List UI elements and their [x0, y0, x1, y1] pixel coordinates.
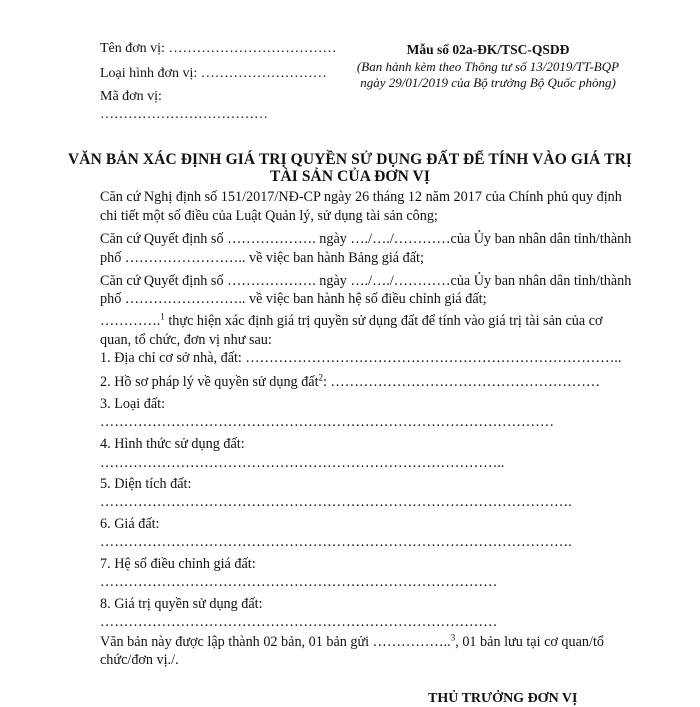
item-usage-form-label: 4. Hình thức sử dụng đất:: [100, 436, 245, 452]
signature-title: THỦ TRƯỞNG ĐƠN VỊ: [428, 691, 578, 706]
basis-decree-line-1: Căn cứ Nghị định số 151/2017/NĐ-CP ngày 26 tháng 12 năm 2017 của Chính phủ quy định: [100, 189, 622, 205]
item-land-area-label: 5. Diện tích đất:: [100, 476, 192, 492]
unit-code-label: Mã đơn vị:: [100, 89, 162, 104]
issued-by-line-1: (Ban hành kèm theo Thông tư số 13/2019/TT-BQP: [356, 59, 620, 74]
unit-name-field: Tên đơn vị: ………………………………: [100, 41, 337, 56]
basis-decision-coefficient-line-2: phố …………………….. về việc ban hành hệ số điều chỉnh giá đất;: [100, 291, 487, 307]
closing-line-1: [100, 634, 604, 650]
item-land-use-value-dots: …………………………………………………………………………: [100, 614, 498, 630]
document-title-line-1: VĂN BẢN XÁC ĐỊNH GIÁ TRỊ QUYỀN SỬ DỤNG ĐẤT ĐỂ TÍNH VÀO GIÁ TRỊ: [68, 151, 632, 168]
performing-unit-text: thực hiện xác định giá trị quyền sử dụng đất để tính vào giá trị tài sản của cơ: [164, 313, 603, 329]
item-legal-documents-dots: : …………………………………………………: [323, 374, 601, 390]
item-land-area-dots: ……………………………………………………………………………………….: [100, 494, 572, 510]
document-title-line-2: TÀI SẢN CỦA ĐƠN VỊ: [270, 168, 430, 185]
item-land-type-dots: ……………………………………………………………………………………: [100, 414, 554, 430]
item-land-price-dots: ……………………………………………………………………………………….: [100, 534, 572, 550]
item-address: 1. Địa chỉ cơ sở nhà, đất: ……………………………………………………………………..: [100, 350, 622, 366]
unit-code-dots: ………………………………: [100, 107, 268, 122]
issued-by-line-2: ngày 29/01/2019 của Bộ trưởng Bộ Quốc phòng): [360, 75, 616, 90]
item-land-type-label: 3. Loại đất:: [100, 396, 166, 412]
closing-line-2: chức/đơn vị./.: [100, 652, 179, 668]
closing-archive-text: , 01 bản lưu tại cơ quan/tổ: [455, 634, 604, 650]
footnote-marker-1: 1: [160, 311, 165, 322]
item-usage-form-dots: …………………………………………………………………………..: [100, 455, 505, 471]
basis-decision-price-line-1: Căn cứ Quyết định số ………………. ngày …./…./…………của Ủy ban nhân dân tỉnh/thành: [100, 231, 632, 247]
item-land-use-value-label: 8. Giá trị quyền sử dụng đất:: [100, 596, 263, 612]
unit-type-field: Loại hình đơn vị: ………………………: [100, 66, 327, 81]
performing-unit-dots: ………….: [100, 313, 161, 329]
item-adjustment-coefficient-label: 7. Hệ số điều chỉnh giá đất:: [100, 556, 256, 572]
performing-unit-line-1: [100, 313, 603, 329]
footnote-marker-2: 2: [318, 372, 324, 383]
basis-decision-price-line-2: phố …………………….. về việc ban hành Bảng giá đất;: [100, 250, 424, 266]
item-legal-documents-label: 2. Hồ sơ pháp lý về quyền sử dụng đất: [100, 374, 319, 390]
footnote-marker-3: 3: [450, 632, 456, 643]
closing-copies-text: Văn bản này được lập thành 02 bản, 01 bản gửi ……………..: [100, 634, 451, 650]
form-number: Mẫu số 02a-ĐK/TSC-QSDĐ: [406, 42, 570, 57]
item-land-price-label: 6. Giá đất:: [100, 516, 160, 532]
item-legal-documents: [100, 374, 600, 390]
performing-unit-line-2: quan, tổ chức, đơn vị như sau:: [100, 332, 272, 348]
basis-decree-line-2: chi tiết một số điều của Luật Quản lý, sử dụng tài sản công;: [100, 208, 438, 224]
basis-decision-coefficient-line-1: Căn cứ Quyết định số ………………. ngày …./…./…………của Ủy ban nhân dân tỉnh/thành: [100, 273, 632, 289]
item-adjustment-coefficient-dots: …………………………………………………………………………: [100, 574, 498, 590]
